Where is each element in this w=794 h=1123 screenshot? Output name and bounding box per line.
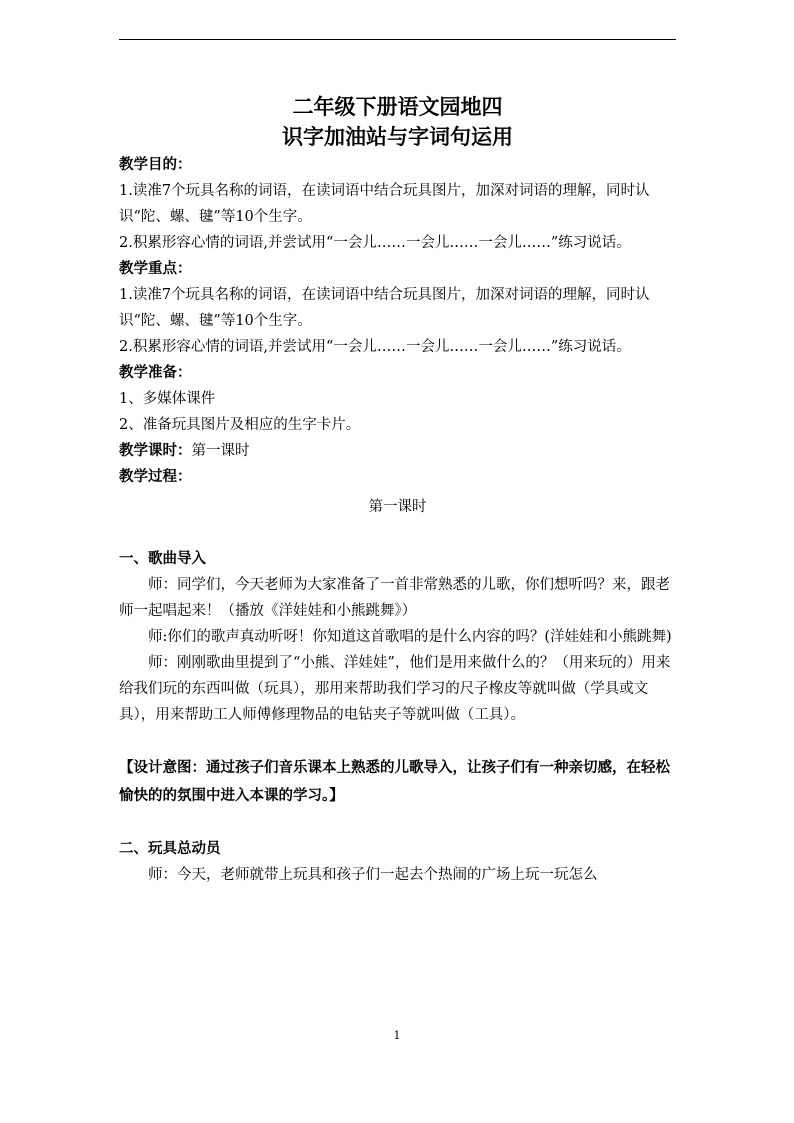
header-rule: [119, 39, 676, 40]
key-point-item: 1.读准7个玩具名称的词语，在读词语中结合玩具图片，加深对词语的理解，同时认识“陀、螺、毽”等10个生字。: [119, 287, 650, 329]
preparation-item: 2、准备玩具图片及相应的生字卡片。: [119, 417, 361, 433]
class-period: [119, 438, 676, 464]
design-intent: 【设计意图：通过孩子们音乐课本上熟悉的儿歌导入，让孩子们有一种亲切感，在轻松愉快的的氛围中进入本课的学习。】: [119, 759, 670, 804]
document-title: 二年级下册语文园地四: [292, 94, 503, 119]
goal-item: 1.读准7个玩具名称的词语，在读词语中结合玩具图片，加深对词语的理解，同时认识“陀、螺、毽”等10个生字。: [119, 183, 650, 225]
section1-paragraph: 师：刚刚歌曲里提到了“小熊、洋娃娃”，他们是用来做什么的？（用来玩的）用来给我们玩的东西叫做（玩具），那用来帮助我们学习的尺子橡皮等就叫做（学具或文具），用来帮助工人师傅修理物品的电钻夹子等就叫做（工具）。: [119, 655, 671, 723]
class-period-value: 第一课时: [191, 443, 250, 459]
process-heading: 教学过程：: [119, 468, 192, 485]
key-point-item: 2.积累形容心情的词语,并尝试用“一会儿……一会儿……一会儿……”练习说话。: [119, 339, 631, 355]
spacer: [119, 728, 676, 754]
page-number: 1: [393, 1029, 401, 1042]
document-body: [119, 92, 676, 888]
spacer: [119, 520, 676, 546]
key-points-heading: 教学重点：: [119, 260, 192, 277]
section1-heading: 一、歌曲导入: [119, 550, 206, 567]
lesson-title: 第一课时: [368, 499, 427, 515]
preparation-item: 1、多媒体课件: [119, 391, 216, 407]
goals-heading: 教学目的：: [119, 156, 192, 173]
spacer: [119, 810, 676, 836]
section1-paragraph: 师：同学们，今天老师为大家准备了一首非常熟悉的儿歌，你们想听吗？来，跟老师一起唱起来！（播放《洋娃娃和小熊跳舞》）: [119, 577, 670, 619]
goal-item: 2.积累形容心情的词语,并尝试用“一会儿……一会儿……一会儿……”练习说话。: [119, 235, 631, 251]
document-subtitle: 识字加油站与字词句运用: [282, 124, 513, 149]
section2-heading: 二、玩具总动员: [119, 840, 221, 857]
class-period-heading: 教学课时：: [119, 442, 192, 459]
preparation-heading: 教学准备：: [119, 364, 192, 381]
section1-paragraph: 师:你们的歌声真动听呀！你知道这首歌唱的是什么内容的吗？(洋娃娃和小熊跳舞): [148, 629, 672, 645]
section2-paragraph: 师：今天，老师就带上玩具和孩子们一起去个热闹的广场上玩一玩怎么: [148, 867, 598, 883]
